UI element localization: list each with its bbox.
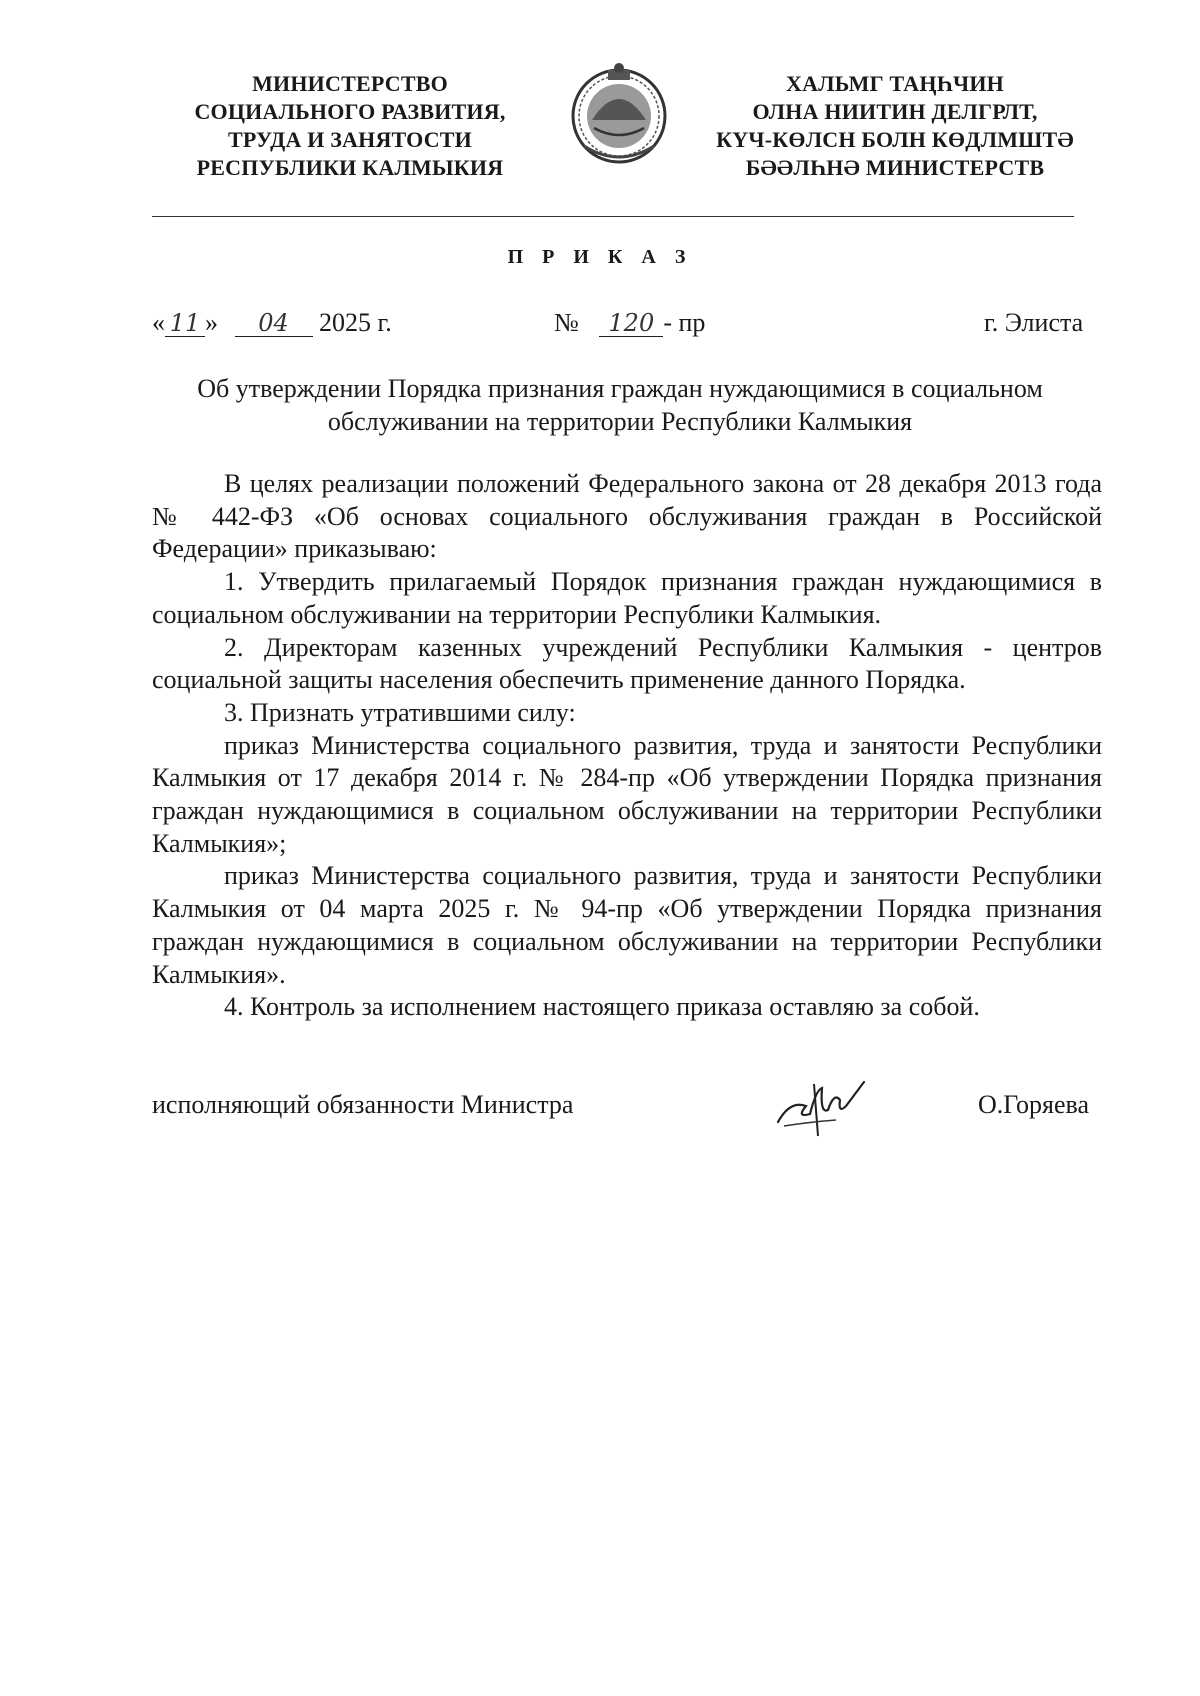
header-right-line: КҮЧ-КӨЛСН БОЛН КӨДЛМШТӘ [716,127,1074,152]
order-date [152,308,392,338]
order-month: 04 [235,310,313,337]
order-subject: Об утверждении Порядка признания граждан нуждающимися в социальном обслуживании на территории Республики Калмыкия [197,374,1043,436]
paragraph: приказ Министерства социального развития, труда и занятости Республики Калмыкия от 17 декабря 2014 г. № 284-пр «Об утверждении Порядка признания граждан нуждающимися в социальном обслуживании на территории Республики Калмыкия»; [152,730,1102,858]
kalmykia-coat-of-arms-icon [564,58,674,170]
paragraph: В целях реализации положений Федерального закона от 28 декабря 2013 года № 442-ФЗ «Об основах социального обслуживания граждан в Российской Федерации» приказываю: [152,469,1102,564]
header-left-line: ТРУДА И ЗАНЯТОСТИ [228,127,472,152]
signatory-name: О.Горяева [978,1090,1089,1119]
paragraph: приказ Министерства социального развития, труда и занятости Республики Калмыкия от 04 марта 2025 г. № 94-пр «Об утверждении Порядка признания граждан нуждающимися в социальном обслуживании на территории Республики Калмыкия». [152,861,1102,989]
header-divider [152,216,1074,217]
header-right-line: ОЛНА НИИТИН ДЕЛГРЛТ, [752,99,1038,124]
header-right-line: ХАЛЬМГ ТАҢҺЧИН [786,71,1004,96]
order-city: г. Элиста [984,308,1084,337]
signatory-role: исполняющий обязанности Министра [152,1090,574,1119]
paragraph: 2. Директорам казенных учреждений Республики Калмыкия - центров социальной защиты населения обеспечить применение данного Порядка. [152,632,1102,695]
order-day: 11 [165,310,205,337]
order-number-suffix: - пр [663,308,706,337]
number-sign: № [554,308,579,337]
ministry-name-russian [160,70,540,182]
header-left-line: РЕСПУБЛИКИ КАЛМЫКИЯ [196,155,504,180]
quote-close: » [205,308,218,337]
order-number-value: 120 [599,310,663,337]
document-title: П Р И К А З [507,246,693,268]
header-right-line: БӘӘЛҺНӘ МИНИСТЕРСТВ [745,155,1045,180]
paragraph: 1. Утвердить прилагаемый Порядок признания граждан нуждающимися в социальном обслуживании на территории Республики Калмыкия. [152,567,1102,629]
header-left-line: МИНИСТЕРСТВО [252,71,448,96]
order-number [554,308,705,338]
paragraph: 3. Признать утратившими силу: [224,697,576,727]
paragraph: 4. Контроль за исполнением настоящего приказа оставляю за собой. [224,992,980,1022]
order-body [152,468,1102,1024]
order-year: 2025 г. [319,308,392,337]
quote-open: « [152,308,165,337]
handwritten-signature-icon [770,1070,880,1142]
header-left-line: СОЦИАЛЬНОГО РАЗВИТИЯ, [194,99,506,124]
ministry-name-kalmyk [690,70,1100,182]
